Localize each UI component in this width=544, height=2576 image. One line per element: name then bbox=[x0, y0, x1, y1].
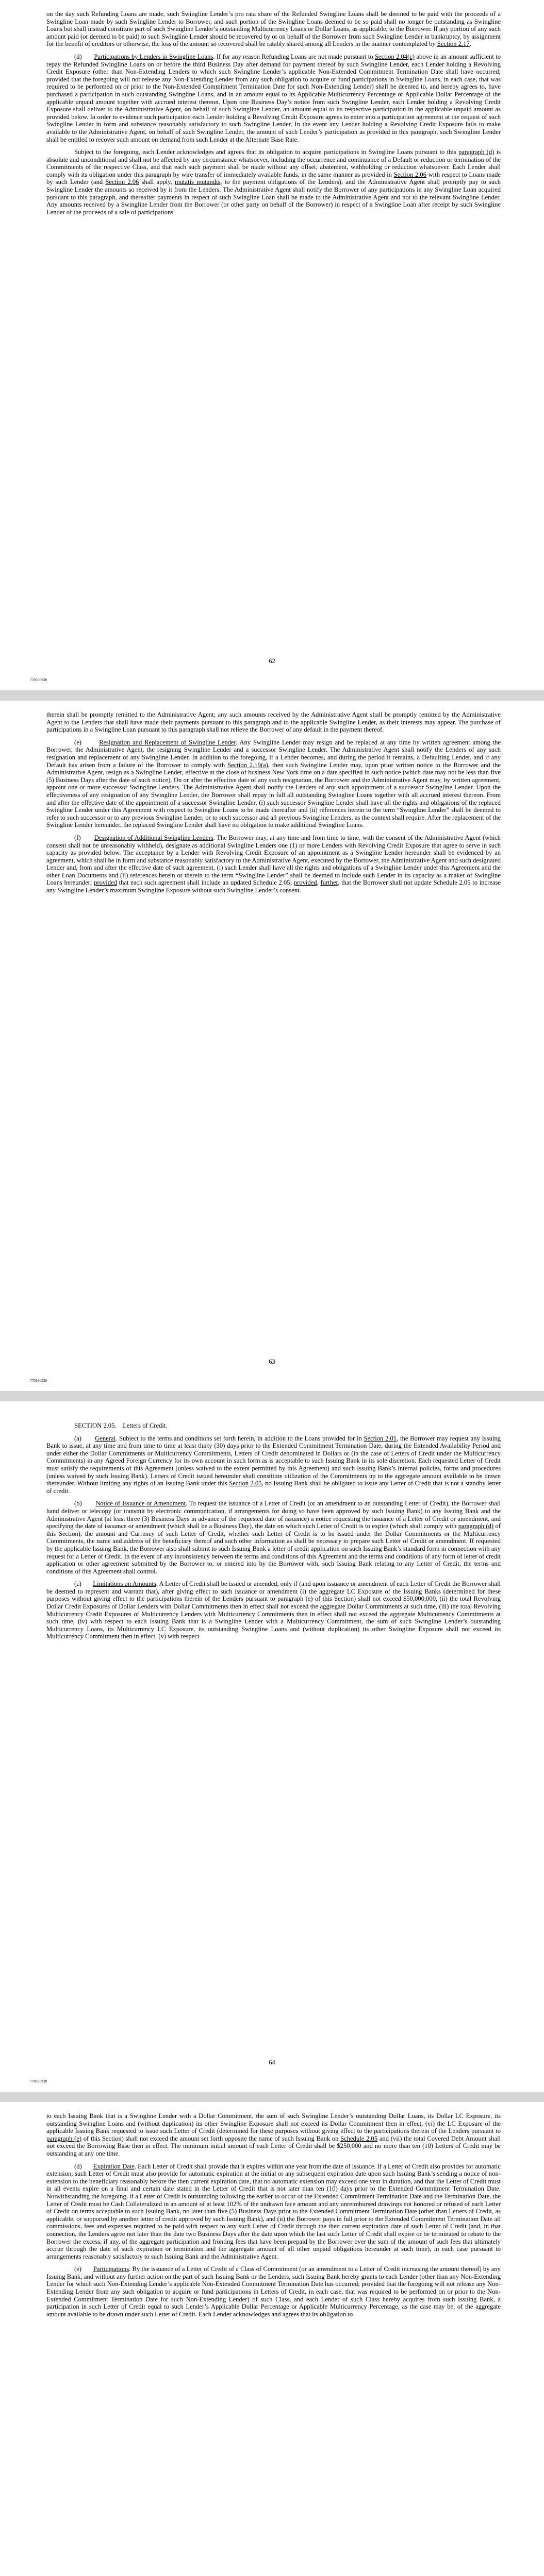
text-run: and (vii) the total Covered Debt Amount shall not exceed the Borrowing Base then in effect. The minimum initial amount of each Letter of Credit shall be $250,000 and no more than ten (10) Letters of Credit may be outstanding at any one time. bbox=[46, 2134, 501, 2157]
text-run: Subject to the foregoing, each Lender acknowledges and agrees that its obligation to acquire participations in Swingline Loans pursuant to this bbox=[74, 148, 459, 156]
text-run: above in an amount sufficient to repay the Refunded Swingline Loans on or before the third Business Day after demand for payment thereof by such Swingline Lender, each Lender holding a Revolving Credit Exposure (other than Non-Extending Lenders to which such Swingline Lender’s applicable Non-Extended Commitment Termination Date shall have occurred; provided that the foregoing will not release any Non-Extending Lender from any such obligation to acquire or fund participations in Swingline Loans, in each case, that was required to be performed on or prior to the Non-Extended Commitment Termination Date for such Non-Extending Lender) shall be deemed to, and hereby agrees to, have purchased a participation in such outstanding Swingline Loans, and in an amount equal to its Applicable Multicurrency Percentage or Applicable Dollar Percentage of the applicable unpaid amount together with accrued interest thereon. Upon one Business Day’s notice from such Swingline Lender, each Lender holding a Revolving Credit Exposure shall deliver to the Administrative Agent, on behalf of such Swingline Lender, an amount equal to its respective participation in the applicable unpaid amount as provided below. In order to evidence such participation each Lender holding a Revolving Credit Exposure agrees to enter into a participation agreement at the request of such Swingline Lender in form and substance reasonably satisfactory to such Swingline Lender. In the event any Lender holding a Revolving Credit Exposure fails to make available to the Administrative Agent, on behalf of such Swingline Lender, the amount of such Lender’s participation as provided in this paragraph, such Swingline Lender shall be entitled to recover such amount on demand from such Lender at the Alternate Base Rate. bbox=[46, 53, 501, 143]
paragraph bbox=[46, 834, 501, 894]
paragraph bbox=[46, 148, 501, 216]
text-run: that each such agreement shall include an updated Schedule 2.05; bbox=[117, 879, 294, 887]
paragraph bbox=[46, 1580, 501, 1640]
paragraph bbox=[46, 1500, 501, 1575]
underlined-reference: Notice of Issuance or Amendment bbox=[95, 1500, 186, 1507]
underlined-reference: Resignation and Replacement of Swingline Lender bbox=[99, 738, 236, 746]
underlined-reference: provided bbox=[94, 879, 117, 887]
text-run: , no Issuing Bank shall be obligated to issue any Letter of Credit that is not a standby letter of credit. bbox=[46, 1480, 501, 1495]
document-id: 770596930 bbox=[30, 678, 47, 682]
text-run: of this Section), the amount and Currency of such Letter of Credit, whether such Letter of Credit is to be issued under the Dollar Commitments or the Multicurrency Commitments, the name and address of the beneficiary thereof and such other information as shall be necessary to prepare such Letter of Credit or amendment. If requested by the applicable Issuing Bank, the Borrower also shall submit to such Issuing Bank a letter of credit application on such Issuing Bank’s standard form in connection with any request for a Letter of Credit. In the event of any inconsistency between the terms and conditions of this Agreement and the terms and conditions of any form of letter of credit application or other agreement submitted by the Borrower to, or entered into by the Borrower with, such Issuing Bank relating to any Letter of Credit, the terms and conditions of this Agreement shall control. bbox=[46, 1522, 501, 1575]
text-run: (d) bbox=[74, 2162, 93, 2170]
underlined-reference: provided bbox=[293, 879, 317, 887]
document-id: 770596930 bbox=[30, 2079, 47, 2083]
text-run: with respect to Loans made by such Lender (and bbox=[46, 171, 501, 186]
underlined-reference: paragraph (d) bbox=[458, 1522, 494, 1530]
text-run: . To request the issuance of a Letter of Credit (or an amendment to an outstanding Letter of Credit), the Borrower shall hand deliver or telecopy (or transmit by electronic communication, if arrangements for doing so have been approved by such Issuing Bank) to any Issuing Bank and the Administrative Agent (at least three (3) Business Days in advance of the requested date of issuance) a notice requesting the issuance of a Letter of Credit or amendment, and specifying the date of issuance or amendment (which shall be a Business Day), the date on which such Letter of Credit is to expire (which shall comply with bbox=[46, 1500, 501, 1530]
text-run: . If for any reason Refunding Loans are not made pursuant to bbox=[213, 53, 375, 60]
text-run: , that the Borrower shall not update Schedule 2.05 to increase any Swingline Lender’s maximum Swingline Exposure without such Swingline Lender’s consent. bbox=[46, 879, 501, 894]
underlined-reference: paragraph (e) bbox=[46, 2134, 82, 2142]
underlined-reference: mutatis mutandis bbox=[174, 178, 221, 186]
text-run: is absolute and unconditional and shall not be affected by any circumstance whatsoever, including the occurrence and continuance of a Default or reduction or termination of the Commitments of the respective Class, and that each such payment shall be made without any offset, abatement, withholding or reduction whatsoever. Each Lender shall comply with its obligation under this paragraph by wire transfer of immediately available funds, in the same manner as provided in bbox=[46, 148, 501, 178]
text-run: SECTION 2.05. Letters of Credit. bbox=[74, 1422, 168, 1429]
text-run: shall apply, bbox=[139, 178, 175, 186]
underlined-reference: Designation of Additional Swingline Lenders bbox=[94, 834, 213, 841]
underlined-reference: Limitations on Amounts bbox=[93, 1580, 156, 1588]
page-body bbox=[46, 10, 501, 216]
paragraph bbox=[46, 1435, 501, 1495]
text-run: (e) bbox=[74, 2265, 93, 2273]
underlined-reference: Section 2.06 bbox=[105, 178, 139, 186]
paragraph bbox=[46, 739, 501, 829]
document-id: 770596930 bbox=[30, 1379, 47, 1383]
paragraph bbox=[46, 2112, 501, 2158]
paragraph bbox=[46, 711, 501, 734]
underlined-reference: Section 2.04(c) bbox=[374, 53, 415, 60]
text-run: (d) bbox=[74, 53, 94, 60]
text-run: (f) bbox=[74, 834, 94, 841]
paragraph bbox=[46, 53, 501, 143]
page-number: 63 bbox=[269, 1358, 275, 1365]
text-run: . A Letter of Credit shall be issued or amended, only if (and upon issuance or amendment of each Letter of Credit the Borrower shall be deemed to represent and warrant that), after giving effect to such issuance or amendment (i) the aggregate LC Exposure of the Issuing Banks (determined for these purposes without giving effect to the participations therein of the Lenders pursuant to paragraph (e) of this Section) shall not exceed $50,000,000, (ii) the total Revolving Dollar Credit Exposures of Dollar Lenders with Dollar Commitments then in effect shall not exceed the aggregate Dollar Commitments at such time, (iii) the total Revolving Multicurrency Credit Exposures of Multicurrency Lenders with Multicurrency Commitments then in effect shall not exceed the aggregate Multicurrency Commitments at such time, (iv) with respect to each Issuing Bank that is a Swingline Lender with a Multicurrency Commitment, the sum of such Swingline Lender’s outstanding Multicurrency Loans, its Multicurrency LC Exposure, its outstanding Swingline Loans and (without duplication) its other Swingline Exposure shall not exceed its Multicurrency Commitment then in effect, (v) with respect bbox=[46, 1580, 501, 1640]
underlined-reference: Section 2.06 bbox=[393, 171, 427, 178]
underlined-reference: Section 2.17 bbox=[437, 40, 470, 48]
text-run: . The Borrower may, at any time and from time to time, with the consent of the Administrative Agent (which consent shall not be unreasonably withheld), designate as additional Swingline Lenders one (1) or more Lenders with Revolving Credit Exposure that agree to serve in such capacity as provided below. The acceptance by a Lender with Revolving Credit Exposure of an appointment as a Swingline Lender hereunder shall be evidenced by an agreement, which shall be in form and substance reasonably satisfactory to the Administrative Agent, executed by the Borrower, the Administrative Agent and such designated Lender and, from and after the effective date of such agreement, (i) such Lender shall have all the rights and obligations of a Swingline Lender under this Agreement and the other Loan Documents and (ii) references herein or therein to the term “Swingline Lender” shall be deemed to include such Lender in its capacity as a maker of Swingline Loans hereunder; bbox=[46, 834, 501, 887]
underlined-reference: Expiration Date bbox=[93, 2162, 135, 2170]
text-run: , then such Swingline Lender may, upon prior written notice to the Borrower and the Administrative Agent, resign as a Swingline Lender, effective at the close of business New York time on a date specified in such notice (which date may not be less than five (5) Business Days after the date of such notice). On or after the effective date of any such resignation, the Borrower and the Administrative Agent may, by written agreement, appoint one or more successor Swingline Lenders. The Administrative Agent shall notify the Lenders of any such appointment of a successor Swingline Lender. Upon the effectiveness of any resignation of any Swingline Lender, the Borrower shall repay in full all outstanding Swingline Loans together with all accrued interest thereon. From and after the effective date of the appointment of a successor Swingline Lender, (i) such successor Swingline Lender shall have all the rights and obligations of the replaced Swingline Lender under this Agreement with respect to Swingline Loans to be made thereafter and (ii) references herein to the term “Swingline Lender” shall be deemed to refer to such successor or to any previous Swingline Lender, or to such successor and all previous Swingline Lenders, as the context shall require. After the replacement of the Swingline Lender hereunder, the replaced Swingline Lender shall have no obligation to make additional Swingline Loans. bbox=[46, 761, 501, 829]
text-run: of this Section) shall not exceed the amount set forth opposite the name of such Issuing Bank on bbox=[81, 2134, 341, 2142]
underlined-reference: paragraph (d) bbox=[458, 148, 494, 156]
page-body bbox=[46, 2112, 501, 2318]
section-heading bbox=[46, 1422, 501, 1430]
text-run: (b) bbox=[74, 1500, 96, 1507]
text-run: . Each Letter of Credit shall provide that it expires within one year from the date of issuance. If a Letter of Credit also provides for automatic extension, such Letter of Credit must also provide for automatic expiration at the initial or any subsequent expiration date upon such Issuing Bank’s sending a notice of non-extension to the beneficiary reasonably before the then current expiration date, that no automatic extension may exceed one year in duration, and that the Letter of Credit must in all events expire on a final and certain date stated in the Letter of Credit that is not later than ten (10) days prior to the Extended Commitment Termination Date. Notwithstanding the foregoing, if a Letter of Credit is outstanding following the earlier to occur of the Extended Commitment Termination Date and the Termination Date, the Letter of Credit must be Cash Collateralized in an amount of at least 102% of the undrawn face amount and any unreimbursed drawings not honored or refused of each Letter of Credit on terms acceptable to such Issuing Bank, no later than five (5) Business Days prior to the Extended Commitment Termination Date (other than Letters of Credit, as applicable, or supported by another letter of credit approved by such Issuing Bank), and (ii) the Borrower pays in full prior to the Extended Commitment Termination Date all commissions, fees and expenses required to be paid with respect to any such Letter of Credit through the then current expiration date of such Letter of Credit (and, in that connection, the Lenders agree not later than the date two Business Days after the date upon which the last such Letter of Credit shall expire or be terminated to rebate to the Borrower the excess, if any, of the aggregate participation and fronting fees that have been prepaid by the Borrower over the sum of the amount of such fees that ultimately accrue through the date of such expiration or termination and the aggregate amount of all other unpaid obligations hereunder at such time), in each case pursuant to arrangements reasonably satisfactory to such Issuing Bank and the Administrative Agent. bbox=[46, 2162, 501, 2260]
text-run: (c) bbox=[74, 1580, 93, 1588]
text-run: . By the issuance of a Letter of Credit of a Class of Commitment (or an amendment to a Letter of Credit increasing the amount thereof) by any Issuing Bank, and without any further action on the part of such Issuing Bank or the Lenders, such Issuing Bank hereby grants to each Lender (other than any Non-Extending Lender for which such Non-Extending Lender’s applicable Non-Extended Commitment Termination Date has occurred; provided that the foregoing will not release any Non-Extending Lender from any such obligation to acquire or fund participations in Letters of Credit, in each case, that was required to be performed on or prior to the Non-Extended Commitment Termination Date for such Non-Extending Lender) of such Class, and each Lender of such Class hereby acquires from such Issuing Bank, a participation in such Letter of Credit equal to such Lender’s Applicable Dollar Percentage or Applicable Multicurrency Percentage, as the case may be, of the aggregate amount available to be drawn under such Letter of Credit. Each Lender acknowledges and agrees that its obligation to bbox=[46, 2265, 501, 2318]
text-run: , the Borrower may request any Issuing Bank to issue, at any time and from time to time at least thirty (30) days prior to the Extended Commitment Termination Date, during the Extended Availability Period and under either the Dollar Commitments or Multicurrency Commitments, Letters of Credit denominated in Dollars or (in the case of Letters of Credit under the Multicurrency Commitments) in any Agreed Foreign Currency for its own account in such form as is acceptable to such Issuing Bank in its sole discretion. Each requested Letter of Credit must satisfy the requirements of this Agreement (unless waived to the extent permitted by this Agreement) and such Issuing Bank’s internal policies, forms and procedures (unless waived by such Issuing Bank). Letters of Credit issued hereunder shall constitute utilization of the Commitments up to the aggregate amount available to be drawn thereunder. Without limiting any rights of an Issuing Bank under this bbox=[46, 1434, 501, 1487]
page-body bbox=[46, 1422, 501, 1640]
document-page-65 bbox=[0, 2102, 544, 2576]
text-run: (a) bbox=[74, 1434, 95, 1442]
paragraph bbox=[46, 2265, 501, 2318]
text-run: , to the payment obligations of the Lenders), and the Administrative Agent shall promptly pay to such Swingline Lender the amounts so received by it from the Lenders. The Administrative Agent shall notify the Borrower of any participations in any Swingline Loan acquired pursuant to this paragraph, and thereafter payments in respect of such Swingline Loan shall be made to the Administrative Agent and not to the relevant Swingline Lender. Any amounts received by a Swingline Lender from the Borrower (or other party on behalf of the Borrower) in respect of a Swingline Loan after receipt by such Swingline Lender of the proceeds of a sale of participations bbox=[46, 178, 501, 216]
paragraph bbox=[46, 2163, 501, 2261]
text-run: therein shall be promptly remitted to the Administrative Agent; any such amounts received by the Administrative Agent shall be promptly remitted by the Administrative Agent to the Lenders that shall have made their payments pursuant to this paragraph and to the applicable Swingline Lender, as their interests may appear. The purchase of participations in a Swingline Loan pursuant to this paragraph shall not relieve the Borrower of any default in the payment thereof. bbox=[46, 711, 501, 734]
text-run: . Subject to the terms and conditions set forth herein, in addition to the Loans provided for in bbox=[116, 1434, 364, 1442]
text-run: (e) bbox=[74, 738, 100, 746]
document-page-63 bbox=[0, 701, 544, 1391]
text-run: on the day such Refunding Loans are made, such Swingline Lender’s pro rata share of the Refunded Swingline Loans shall be deemed to be paid with the proceeds of a Swingline Loan made by such Swingline Lender to Borrower, and such portion of the Swingline Loans deemed to be so paid shall no longer be outstanding as Swingline Loans but shall instead constitute part of such Swingline Lender’s outstanding Multicurrency Loans or Dollar Loans, as applicable, to the Borrower. If any portion of any such amount paid (or deemed to be paid) to such Swingline Lender should be recovered by or on behalf of the Borrower from such Swingline Lender in bankruptcy, by assignment for the benefit of creditors or otherwise, the loss of the amount so recovered shall be ratably shared among all Lenders in the manner contemplated by bbox=[46, 10, 501, 48]
document-page-64 bbox=[0, 1401, 544, 2092]
underlined-reference: Schedule 2.05 bbox=[340, 2134, 378, 2142]
page-body bbox=[46, 711, 501, 894]
underlined-reference: Section 2.19(a) bbox=[227, 761, 268, 769]
underlined-reference: Section 2.01 bbox=[364, 1434, 397, 1442]
paragraph bbox=[46, 10, 501, 48]
document-page-62 bbox=[0, 0, 544, 690]
page-number: 62 bbox=[269, 657, 275, 665]
text-run: , bbox=[317, 879, 321, 887]
underlined-reference: Participations by Lenders in Swingline Loans bbox=[94, 53, 213, 60]
underlined-reference: further bbox=[320, 879, 338, 887]
text-run: . Any Swingline Lender may resign and be replaced at any time by written agreement among the Borrower, the Administrative Agent, the resigning Swingline Lender and a successor Swingline Lender. The Administrative Agent shall notify the Lenders of any such resignation and replacement of any Swingline Lender. In addition to the foregoing, if a Lender becomes, and during the period it remains, a Defaulting Lender, and if any Default has arisen from a failure of the Borrower to comply with bbox=[46, 738, 501, 769]
underlined-reference: General bbox=[95, 1434, 116, 1442]
text-run: to each Issuing Bank that is a Swingline Lender with a Dollar Commitment, the sum of such Swingline Lender’s outstanding Dollar Loans, its Dollar LC Exposure, its outstanding Swingline Loans and (without duplication) its other Swingline Exposure shall not exceed its Dollar Commitment then in effect, (vi) the LC Exposure of the applicable Issuing Bank requested to issue such Letter of Credit (determined for these purposes without giving effect to the participations therein of the Lenders pursuant to bbox=[46, 2112, 501, 2135]
underlined-reference: Participations bbox=[93, 2265, 129, 2273]
text-run: . bbox=[469, 40, 471, 48]
page-number: 64 bbox=[269, 2059, 275, 2066]
underlined-reference: Section 2.05 bbox=[229, 1480, 262, 1487]
